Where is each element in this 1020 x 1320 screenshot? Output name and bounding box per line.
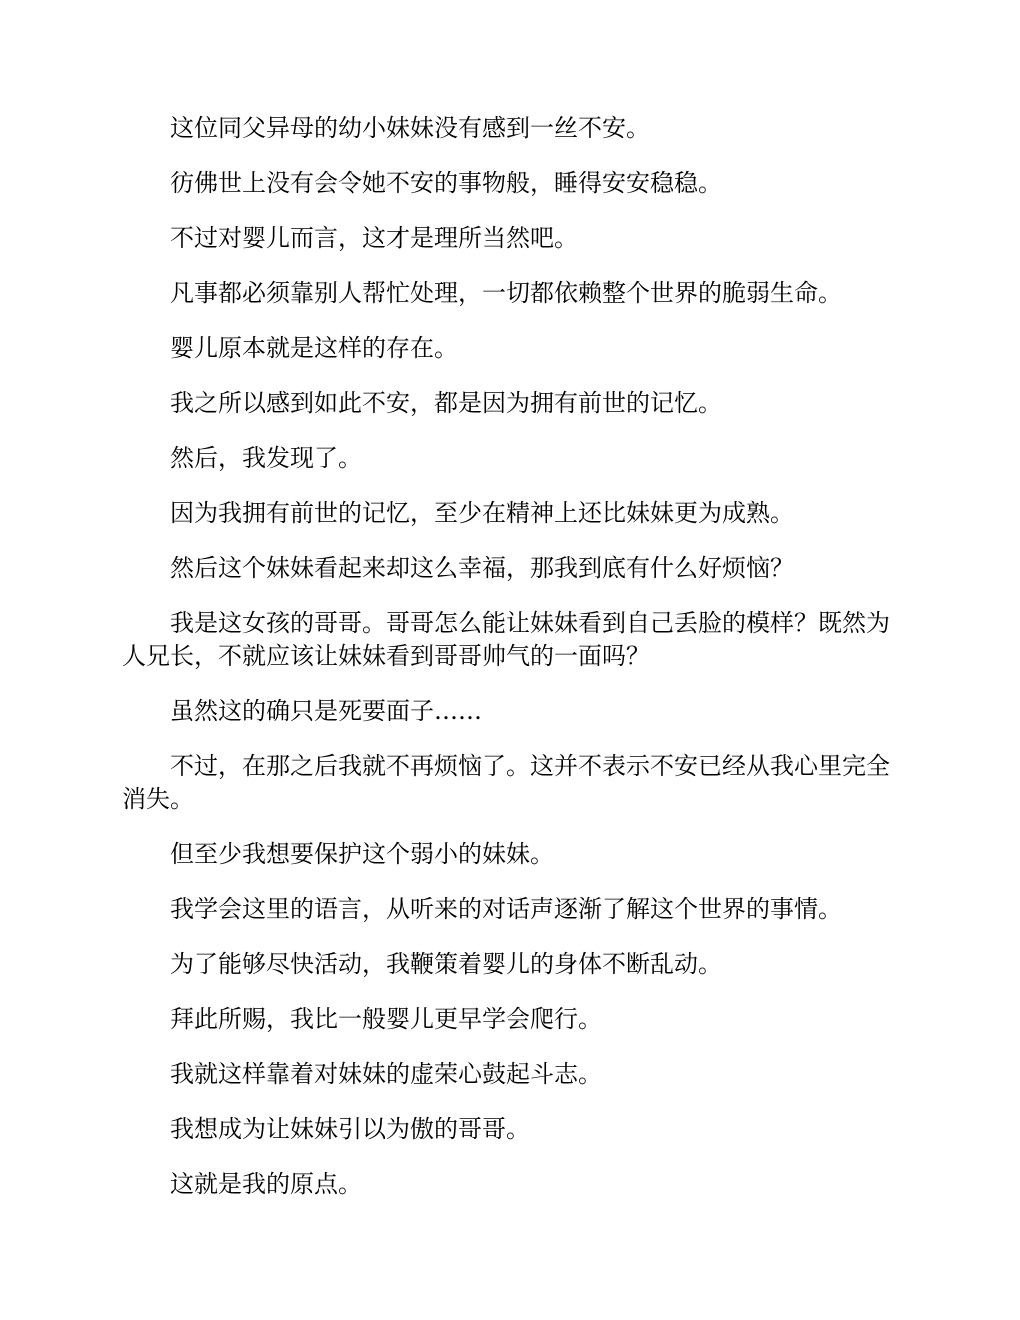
paragraph: 我之所以感到如此不安，都是因为拥有前世的记忆。 <box>170 389 722 417</box>
paragraph: 我想成为让妹妹引以为傲的哥哥。 <box>170 1115 530 1143</box>
paragraph: 拜此所赐，我比一般婴儿更早学会爬行。 <box>170 1005 602 1033</box>
paragraph: 婴儿原本就是这样的存在。 <box>170 334 458 362</box>
document-body <box>122 112 902 1223</box>
paragraph: 我就这样靠着对妹妹的虚荣心鼓起斗志。 <box>170 1060 602 1088</box>
paragraph: 为了能够尽快活动，我鞭策着婴儿的身体不断乱动。 <box>170 950 722 978</box>
paragraph: 因为我拥有前世的记忆，至少在精神上还比妹妹更为成熟。 <box>170 499 794 527</box>
paragraph: 我是这女孩的哥哥。哥哥怎么能让妹妹看到自己丢脸的模样？既然为人兄长，不就应该让妹妹看到哥哥帅气的一面吗？ <box>122 609 890 670</box>
paragraph: 不过，在那之后我就不再烦恼了。这并不表示不安已经从我心里完全消失。 <box>122 752 890 813</box>
paragraph: 不过对婴儿而言，这才是理所当然吧。 <box>170 224 578 252</box>
paragraph: 然后，我发现了。 <box>170 444 362 472</box>
paragraph: 这位同父异母的幼小妹妹没有感到一丝不安。 <box>170 114 650 142</box>
paragraph: 我学会这里的语言，从听来的对话声逐渐了解这个世界的事情。 <box>170 895 842 923</box>
paragraph: 然后这个妹妹看起来却这么幸福，那我到底有什么好烦恼？ <box>170 554 794 582</box>
paragraph: 但至少我想要保护这个弱小的妹妹。 <box>170 840 554 868</box>
paragraph: 虽然这的确只是死要面子…… <box>170 697 482 725</box>
paragraph: 彷佛世上没有会令她不安的事物般，睡得安安稳稳。 <box>170 169 722 197</box>
paragraph: 凡事都必须靠别人帮忙处理，一切都依赖整个世界的脆弱生命。 <box>170 279 842 307</box>
paragraph: 这就是我的原点。 <box>170 1170 362 1198</box>
